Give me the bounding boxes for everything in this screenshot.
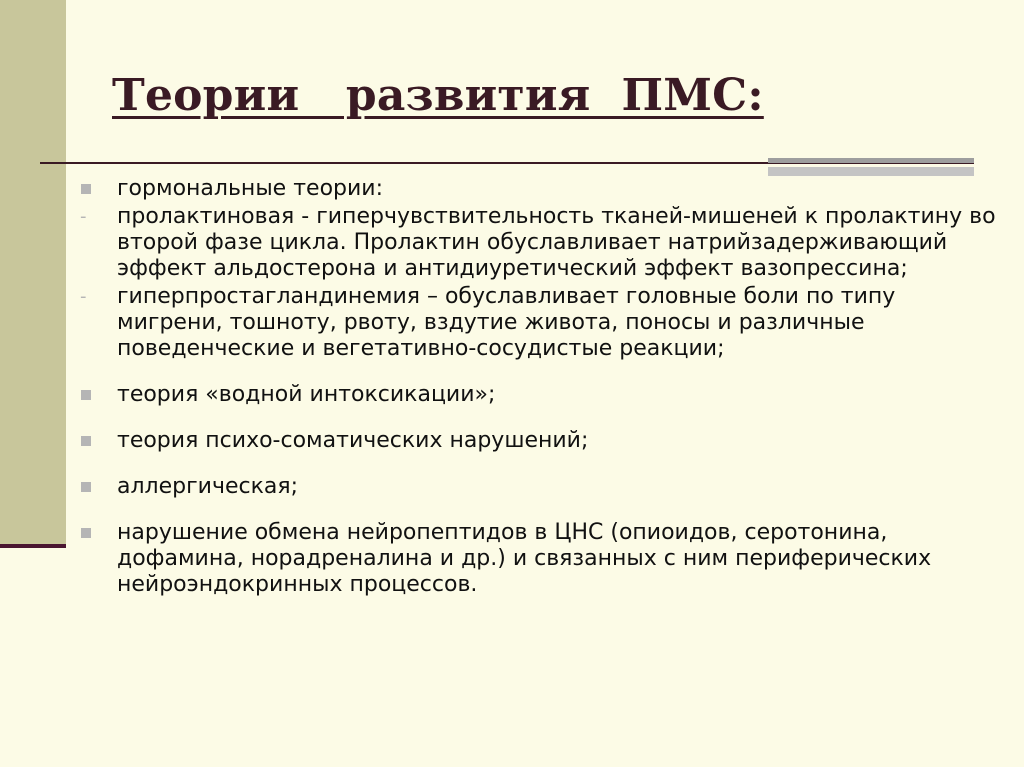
list-item-text: нарушение обмена нейропептидов в ЦНС (опиоидов, серотонина, дофамина, норадреналина и др.) и связанных с ним периферических нейроэндокринных процессов. xyxy=(117,520,932,597)
list-item xyxy=(74,520,1004,598)
list-item xyxy=(74,474,1004,500)
square-bullet-icon xyxy=(81,436,91,446)
list-item-text: теория психо-соматических нарушений; xyxy=(117,428,589,453)
list-item-text: гиперпростагландинемия – обуславливает головные боли по типу мигрени, тошноту, рвоту, вздутие живота, поносы и различные поведенческие и вегетативно-сосудистые реакции; xyxy=(117,284,896,361)
dash-bullet-icon: - xyxy=(80,286,87,307)
accent-bar-dark xyxy=(768,158,974,163)
list-item xyxy=(74,284,1004,362)
list-item xyxy=(74,176,1004,202)
left-strip-underline xyxy=(0,544,66,548)
list-item xyxy=(74,382,1004,408)
square-bullet-icon xyxy=(81,528,91,538)
list-item-text: гормональные теории: xyxy=(117,176,383,201)
square-bullet-icon xyxy=(81,390,91,400)
dash-bullet-icon: - xyxy=(80,206,87,227)
list-item-text: теория «водной интоксикации»; xyxy=(117,382,496,407)
list-item-text: аллергическая; xyxy=(117,474,299,499)
list-item-text: пролактиновая - гиперчувствительность тканей-мишеней к пролактину во второй фазе цикла. Пролактин обуславливает натрийзадерживающий эффект альдостерона и антидиуретический эффект вазопрессина; xyxy=(117,204,996,281)
square-bullet-icon xyxy=(81,184,91,194)
slide-title: Теории развития ПМС: xyxy=(112,70,764,121)
square-bullet-icon xyxy=(81,482,91,492)
bullet-list xyxy=(74,176,1004,598)
title-accent-bar xyxy=(768,158,974,176)
list-item xyxy=(74,428,1004,454)
left-decor-strip xyxy=(0,0,66,546)
accent-bar-light xyxy=(768,167,974,176)
list-item xyxy=(74,204,1004,282)
